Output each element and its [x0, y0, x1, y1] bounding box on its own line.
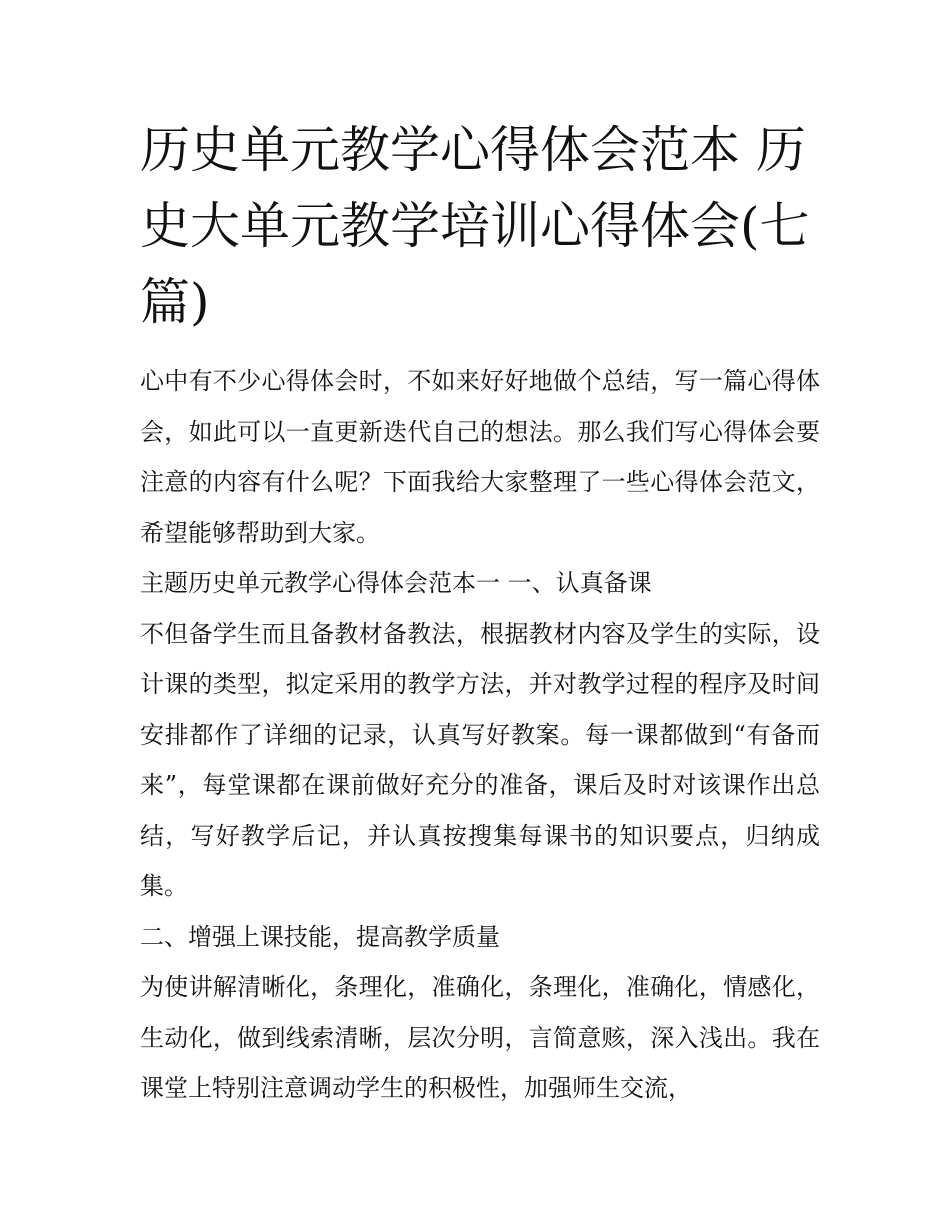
body-paragraph-2: 为使讲解清晰化，条理化，准确化，条理化，准确化，情感化，生动化，做到线索清晰，层次分明，言简意赅，深入浅出。我在课堂上特别注意调动学生的积极性，加强师生交流， [140, 973, 820, 1102]
section-heading-1: 主题历史单元教学心得体会范本一 一、认真备课 [140, 569, 652, 597]
section-heading-2: 二、增强上课技能，提高教学质量 [140, 922, 500, 951]
document-title: 历史单元教学心得体会范本 历史大单元教学培训心得体会(七篇) [140, 121, 810, 331]
body-paragraph-1: 不但备学生而且备教材备教法，根据教材内容及学生的实际，设计课的类型，拟定采用的教学方法，并对教学过程的程序及时间安排都作了详细的记录，认真写好教案。每一课都做到“有备而来”，每堂课都在课前做好充分的准备，课后及时对该课作出总结，写好教学后记，并认真按搜集每课书的知识要点，归纳成集。 [140, 619, 820, 900]
document-body [140, 356, 820, 1114]
intro-paragraph: 心中有不少心得体会时，不如来好好地做个总结，写一篇心得体会，如此可以一直更新迭代自己的想法。那么我们写心得体会要注意的内容有什么呢？下面我给大家整理了一些心得体会范文，希望能够帮助到大家。 [140, 367, 820, 547]
